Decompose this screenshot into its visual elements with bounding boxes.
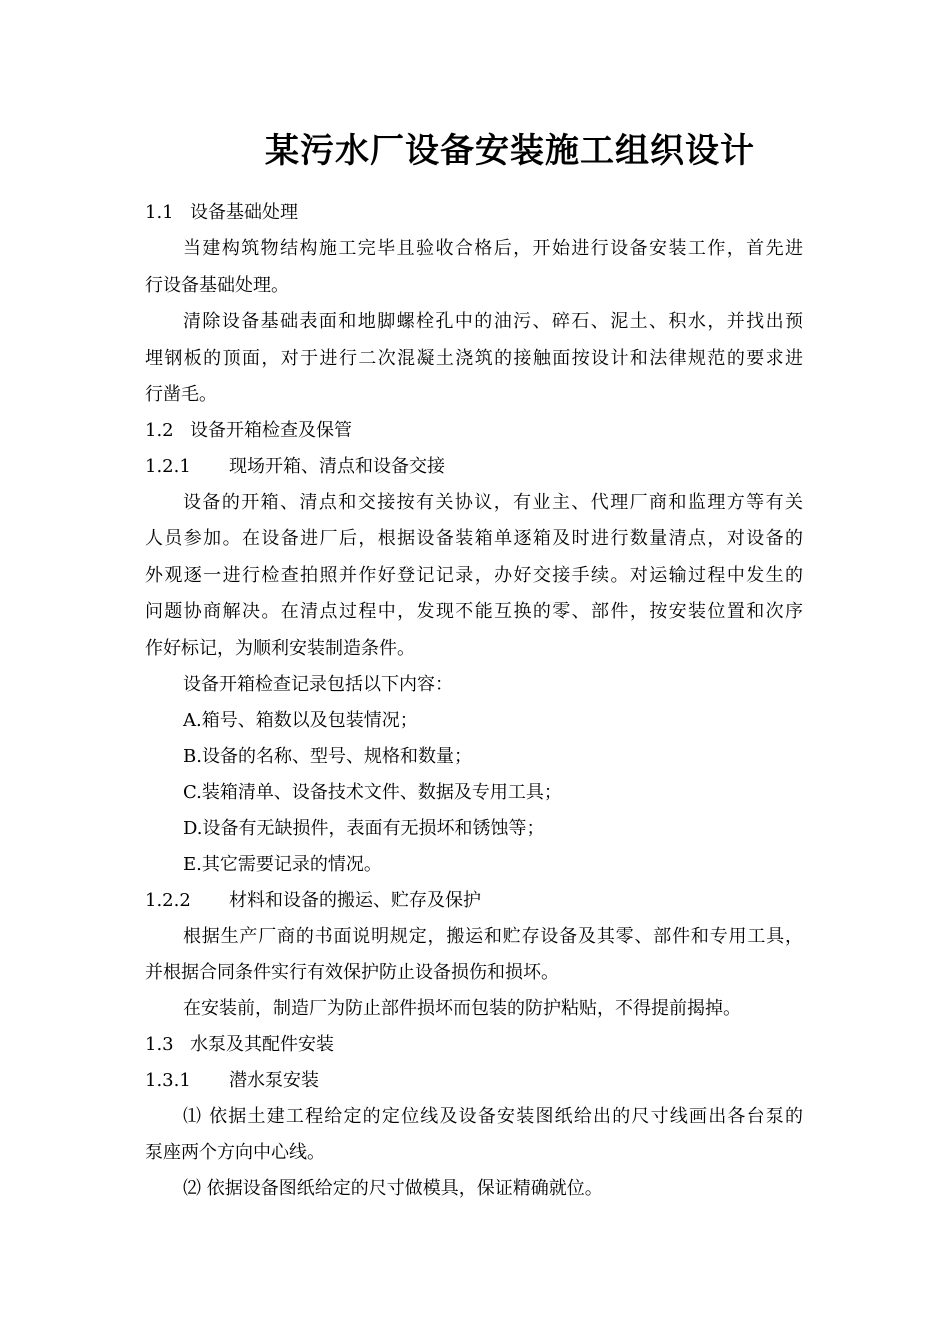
- heading-number: 1.3: [145, 1034, 174, 1055]
- heading-number: 1.1: [145, 202, 174, 223]
- paragraph-line: 清除设备基础表面和地脚螺栓孔中的油污、碎石、泥土、积水，并找出预: [183, 311, 803, 332]
- paragraph-line: 行凿毛。: [145, 384, 217, 405]
- paragraph-line: 作好标记，为顺利安装制造条件。: [145, 638, 415, 659]
- paragraph-line: 人员参加。在设备进厂后，根据设备装箱单逐箱及时进行数量清点，对设备的: [145, 528, 803, 549]
- paragraph-line: ⑵ 依据设备图纸给定的尺寸做模具，保证精确就位。: [183, 1178, 603, 1199]
- list-item: E.其它需要记录的情况。: [183, 854, 382, 875]
- paragraph-line: 泵座两个方向中心线。: [145, 1142, 325, 1163]
- list-item: C.装箱清单、设备技术文件、数据及专用工具；: [183, 782, 562, 803]
- heading-number: 1.2: [145, 420, 174, 441]
- paragraph-line: 外观逐一进行检查拍照并作好登记记录，办好交接手续。对运输过程中发生的: [145, 565, 803, 586]
- heading-text: 潜水泵安装: [229, 1070, 319, 1091]
- paragraph-line: 当建构筑物结构施工完毕且验收合格后，开始进行设备安装工作，首先进: [183, 238, 803, 259]
- heading-number: 1.2.2: [145, 890, 191, 911]
- heading-text: 材料和设备的搬运、贮存及保护: [229, 890, 481, 911]
- heading-1-1: [145, 201, 298, 225]
- paragraph-line: 设备的开箱、清点和交接按有关协议，有业主、代理厂商和监理方等有关: [183, 492, 803, 513]
- list-item: D.设备有无缺损件，表面有无损坏和锈蚀等；: [183, 818, 545, 839]
- paragraph-line: 根据生产厂商的书面说明规定，搬运和贮存设备及其零、部件和专用工具，: [183, 926, 803, 947]
- heading-1-2-1: [145, 455, 445, 479]
- heading-text: 设备开箱检查及保管: [190, 420, 352, 441]
- heading-1-3-1: [145, 1069, 319, 1093]
- heading-1-2: [145, 419, 352, 443]
- heading-text: 现场开箱、清点和设备交接: [229, 456, 445, 477]
- paragraph-line: 在安装前，制造厂为防止部件损坏而包装的防护粘贴，不得提前揭掉。: [183, 998, 741, 1019]
- paragraph-line: 设备开箱检查记录包括以下内容：: [183, 674, 453, 695]
- paragraph-line: ⑴ 依据土建工程给定的定位线及设备安装图纸给出的尺寸线画出各台泵的: [183, 1106, 803, 1127]
- heading-number: 1.3.1: [145, 1070, 191, 1091]
- paragraph-line: 埋钢板的顶面，对于进行二次混凝土浇筑的接触面按设计和法律规范的要求进: [145, 348, 803, 369]
- paragraph-line: 问题协商解决。在清点过程中，发现不能互换的零、部件，按安装位置和次序: [145, 601, 803, 622]
- list-item: B.设备的名称、型号、规格和数量；: [183, 746, 472, 767]
- document-title: 某污水厂设备安装施工组织设计: [265, 131, 755, 171]
- heading-1-3: [145, 1033, 334, 1057]
- paragraph-line: 行设备基础处理。: [145, 275, 289, 296]
- heading-1-2-2: [145, 889, 481, 913]
- paragraph-line: 并根据合同条件实行有效保护防止设备损伤和损坏。: [145, 962, 559, 983]
- heading-text: 设备基础处理: [190, 202, 298, 223]
- heading-number: 1.2.1: [145, 456, 191, 477]
- list-item: A.箱号、箱数以及包装情况；: [183, 710, 418, 731]
- heading-text: 水泵及其配件安装: [190, 1034, 334, 1055]
